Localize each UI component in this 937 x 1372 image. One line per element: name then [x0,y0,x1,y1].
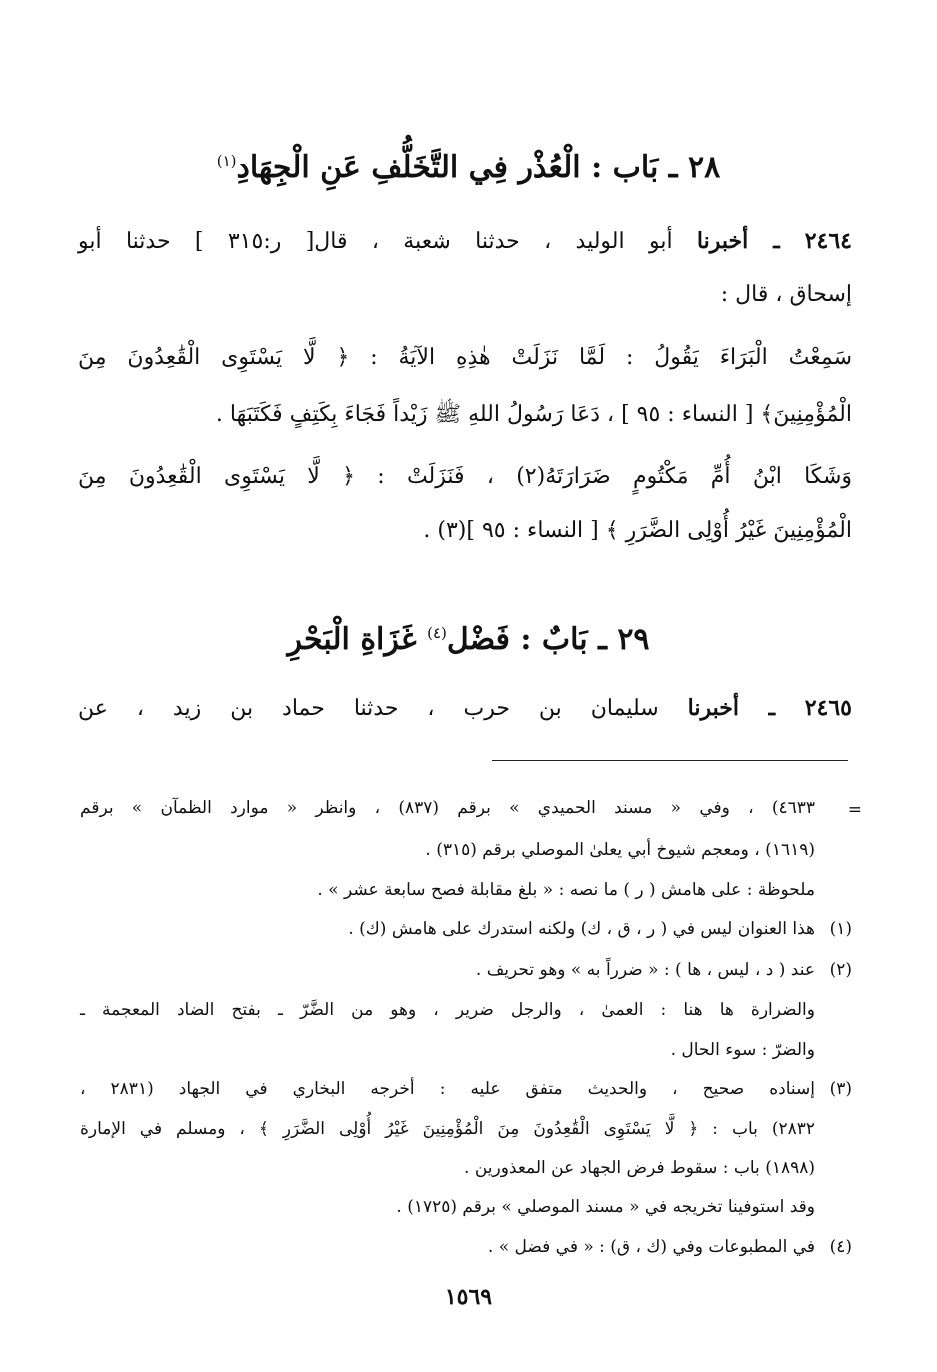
footnote-text: (١٨٩٨) باب : سقوط فرض الجهاد عن المعذورين . [464,1158,815,1178]
footnote-ref: (٤) [427,624,447,642]
footnote-line [317,880,815,900]
hadith-2465-line-1 [78,695,852,721]
footnote-line [396,1197,815,1217]
footnote-line [425,840,815,860]
chapter-title: غَزَاةِ الْبَحْرِ [287,622,417,657]
footnote-line [80,1079,815,1099]
footnote-text: وقد استوفينا تخريجه في « مسند الموصلي » برقم (١٧٢٥) . [396,1197,815,1217]
footnote-text: هذا العنوان ليس في ( ر ، ق ، ك) ولكنه استدرك على هامش (ك) . [348,919,815,939]
chapter-heading-28 [60,150,877,185]
matn-text: الْمُؤْمِنِينَ غَيْرُ أُوْلِى الضَّرَرِ ﴾ [ النساء : ٩٥ ](٣) . [423,518,852,543]
footnote-ref: (١) [216,152,237,170]
footnote-text: ٤٦٣٣) ، وفي « مسند الحميدي » برقم (٨٣٧) ، وانظر « موارد الظمآن » برقم [80,798,815,818]
isnad-text: إسحاق ، قال : [720,282,852,307]
chapter-title: ٢٨ ـ بَاب : الْعُذْر فِي التَّخَلُّفِ عَنِ الْجِهَادِ [236,150,721,185]
footnote-line [348,919,815,939]
footnote-text: إسناده صحيح ، والحديث متفق عليه : أخرجه البخاري في الجهاد (٢٨٣١ ، [80,1079,815,1099]
hadith-2464-line-2 [78,282,852,307]
page-number: ١٥٦٩ [444,1284,493,1310]
footnote-text: ٢٨٣٢) باب : ﴿ لَّا يَسْتَوِى الْقَٰعِدُونَ مِنَ الْمُؤْمِنِينَ غَيْرُ أُوْلِى الضَّرَرِ ﴾ ، ومسلم في الإمارة [80,1119,815,1139]
matn-line [78,464,852,489]
footnote-text: والضرّ : سوء الحال . [670,1040,815,1060]
matn-text: وَشَكَا ابْنُ أُمِّ مَكْتُومٍ ضَرَارَتَهُ(٢) ، فَنَزَلَتْ : ﴿ لَّا يَسْتَوِى الْقَٰعِدُونَ مِنَ [78,464,853,489]
footnote-number: (٤) [829,1237,852,1257]
footnote-number: (١) [829,919,852,939]
hadith-2464-line-1 [78,228,852,254]
footnote-line [476,960,815,980]
footnote-number: (٢) [829,960,852,980]
footnote-line [80,798,815,818]
matn-line [78,518,852,543]
isnad-text: سليمان بن حرب ، حدثنا حماد بن زيد ، عن [78,696,659,721]
chapter-title: ٢٩ ـ بَابٌ : فَضْل [446,622,650,657]
matn-line [78,345,852,370]
footnote-line [464,1158,815,1178]
hadith-number: ٢٤٦٤ ـ أخبرنا [696,228,852,254]
continuation-mark: = [847,800,862,820]
footnote-separator [492,760,848,761]
footnote-text: ملحوظة : على هامش ( ر ) ما نصه : « بلغ مقابلة فصح سابعة عشر » . [317,880,815,900]
matn-text: الْمُؤْمِنِينَ﴾ [ النساء : ٩٥ ] ، دَعَا رَسُولُ اللهِ ﷺ زَيْداً فَجَاءَ بِكَتِفٍ فَكَتَبَهَا . [215,402,852,427]
footnote-number: (٣) [829,1079,852,1099]
matn-line [78,400,852,432]
matn-text: سَمِعْتُ الْبَرَاءَ يَقُولُ : لَمَّا نَزَلَتْ هٰذِهِ الآيَةُ : ﴿ لَّا يَسْتَوِى الْقَٰعِدُونَ مِنَ [78,345,852,370]
footnote-line [488,1237,815,1257]
isnad-text: أبو الوليد ، حدثنا شعبة ، قال[ ر:٣١٥ ] حدثنا أبو [78,229,673,254]
footnote-text: عند ( د ، ليس ، ها ) : « ضرراً به » وهو تحريف . [475,960,815,980]
footnote-text: (١٦١٩) ، ومعجم شيوخ أبي يعلىٰ الموصلي برقم (٣١٥) . [425,840,815,860]
footnote-line [80,1000,815,1020]
footnote-text: في المطبوعات وفي (ك ، ق) : « في فضل » . [487,1237,815,1257]
chapter-heading-29 [60,622,877,657]
hadith-number: ٢٤٦٥ ـ أخبرنا [687,695,852,721]
footnote-line [671,1040,815,1060]
footnote-text: والضرارة ها هنا : العمىٰ ، والرجل ضرير ، وهو من الضَّرّ ـ بفتح الضاد المعجمة ـ [80,1000,815,1020]
footnote-line [80,1118,815,1139]
